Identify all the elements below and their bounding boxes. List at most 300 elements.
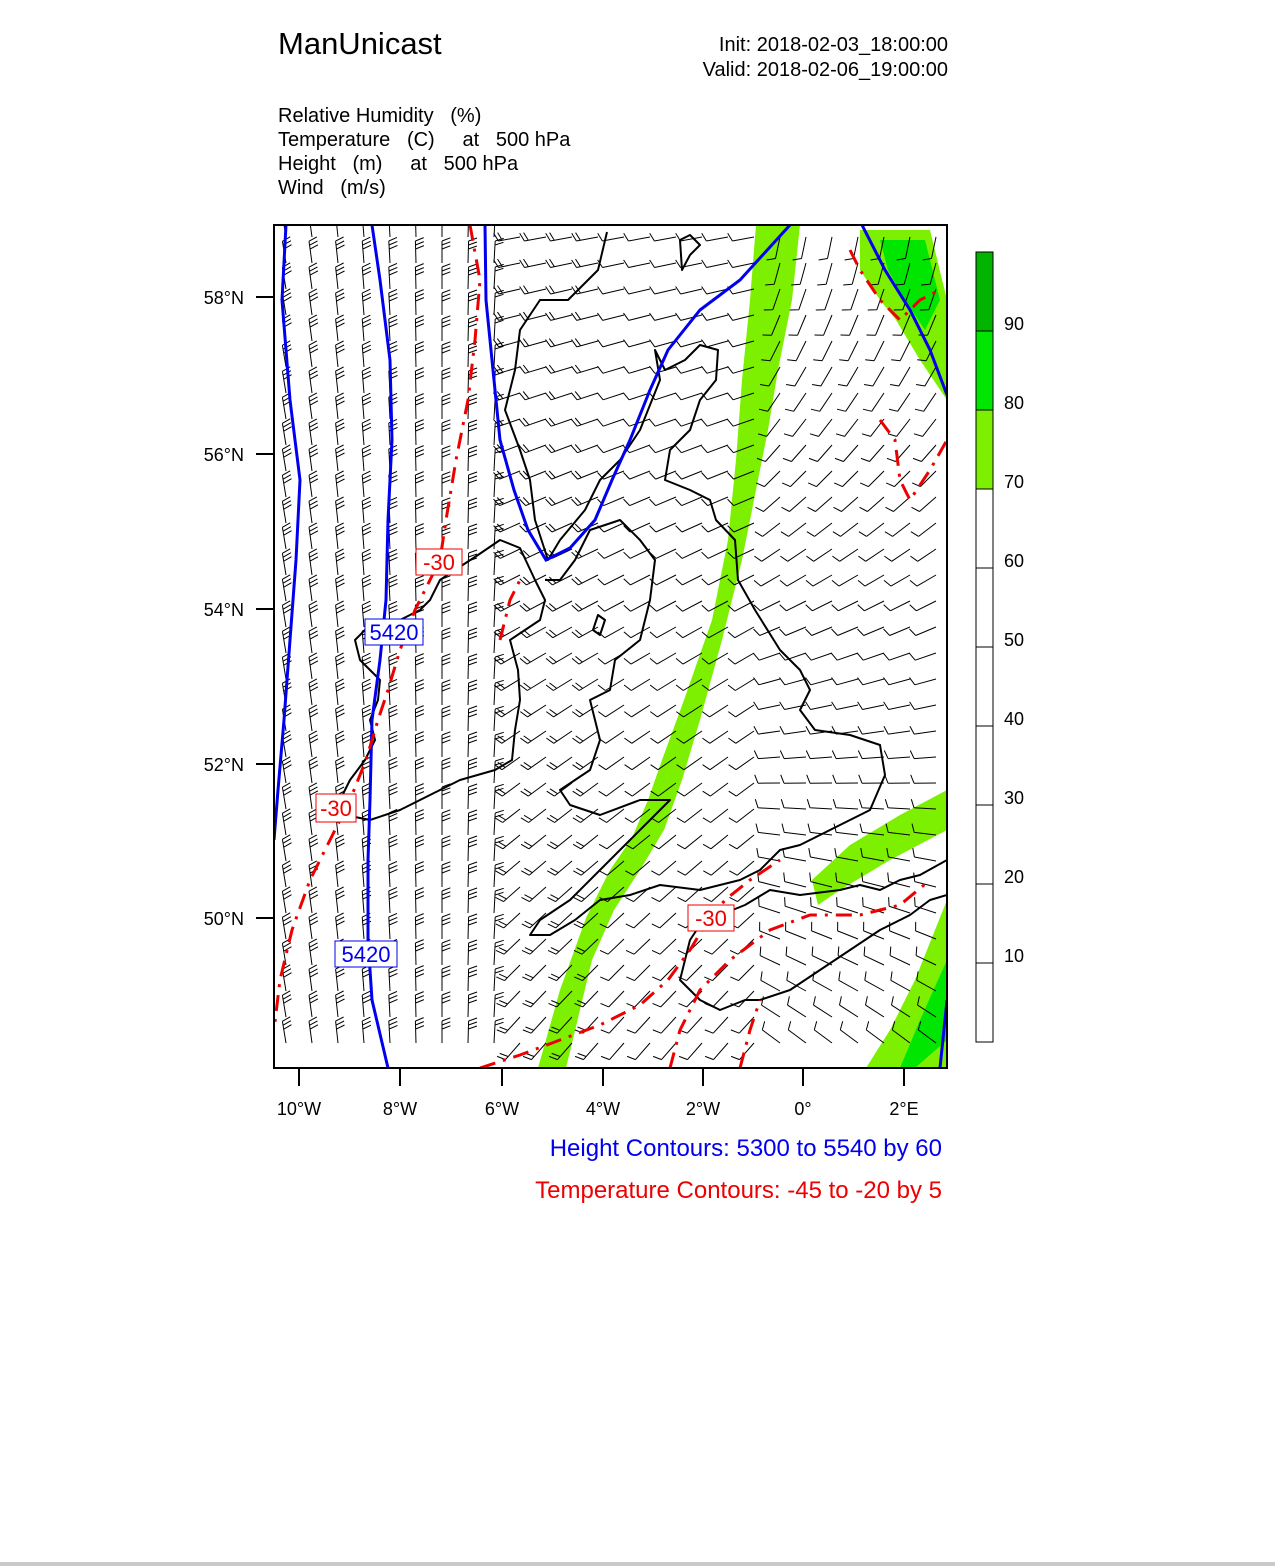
wind-barb	[598, 313, 625, 320]
wind-barb	[814, 1021, 832, 1043]
wind-barb	[786, 947, 806, 965]
wind-barb	[780, 601, 806, 611]
wind-barb	[572, 445, 599, 453]
wind-barb	[625, 757, 650, 770]
wind-barb	[858, 678, 885, 685]
wind-barb	[702, 731, 728, 743]
wind-barb	[282, 549, 291, 575]
wind-barb	[415, 654, 424, 679]
colorbar-seg-40-50	[976, 647, 993, 726]
wind-barb	[571, 418, 598, 426]
wind-barb	[336, 237, 345, 263]
wind-barb	[911, 775, 936, 783]
wind-barb	[806, 549, 832, 561]
wind-barb	[389, 263, 398, 289]
colorbar-seg-50-60	[976, 568, 993, 647]
wind-barb	[415, 680, 424, 705]
wind-barb	[389, 549, 398, 575]
wind-barb	[650, 627, 676, 638]
wind-barb	[520, 286, 546, 294]
wind-barb	[840, 1021, 858, 1043]
wind-barb	[883, 653, 910, 660]
colorbar-label-20: 20	[1004, 867, 1025, 887]
lat-label-54: 54°N	[203, 600, 244, 620]
wind-barb	[547, 757, 572, 770]
wind-barb	[519, 418, 546, 426]
wind-barb	[468, 394, 477, 419]
rh-shading	[538, 225, 947, 1068]
wind-barb	[519, 392, 546, 400]
wind-barb	[809, 848, 832, 861]
wind-barb	[780, 575, 806, 586]
lon-label-2e: 2°E	[889, 1099, 919, 1119]
wind-barb	[336, 653, 345, 679]
wind-barb	[813, 341, 832, 361]
wind-barb	[858, 601, 884, 611]
wind-barb	[415, 862, 424, 887]
wind-barb	[760, 947, 780, 965]
wind-barb	[523, 991, 547, 1007]
wind-barb	[832, 601, 858, 611]
wind-barb	[442, 732, 450, 757]
wind-barb	[834, 497, 859, 512]
wind-barb	[886, 471, 910, 487]
wind-barb	[362, 991, 371, 1017]
wind-barb	[468, 680, 477, 705]
wind-barb	[884, 575, 910, 586]
wind-barb	[861, 445, 884, 462]
wind-barb	[546, 653, 572, 664]
wind-barb	[702, 445, 729, 453]
wind-barb	[442, 576, 450, 601]
field-wind: Wind (m/s)	[278, 177, 386, 199]
wind-barb	[573, 835, 598, 849]
wind-barb	[415, 1018, 424, 1043]
wind-barb	[389, 705, 398, 731]
wind-barb	[573, 783, 598, 796]
wind-barb	[521, 783, 546, 796]
wind-barb	[889, 393, 910, 411]
wind-barb	[309, 731, 318, 757]
wind-barb	[834, 471, 858, 487]
wind-barb	[780, 627, 807, 636]
wind-barb	[520, 365, 547, 373]
wind-barb	[545, 418, 572, 426]
wind-barb	[282, 419, 291, 445]
wind-barb	[863, 393, 884, 411]
wind-barb	[389, 1017, 398, 1043]
wind-barb	[624, 705, 650, 717]
wind-barb	[598, 575, 624, 585]
wind-barb	[336, 705, 345, 731]
colorbar-seg-20-30	[976, 805, 993, 884]
wind-barb	[520, 471, 547, 479]
wind-barb	[910, 601, 936, 611]
wind-barb	[755, 523, 780, 536]
wind-barb	[442, 836, 450, 861]
wind-barb	[282, 471, 291, 497]
wind-barb	[494, 312, 521, 320]
wind-barb	[860, 497, 885, 512]
wind-barb	[624, 366, 651, 373]
wind-barb	[546, 601, 572, 611]
wind-barb	[336, 887, 345, 913]
wind-barb	[520, 233, 546, 241]
wind-barb	[336, 549, 345, 575]
wind-barb	[494, 601, 520, 611]
wind-barb	[309, 419, 318, 445]
wind-barb	[468, 914, 477, 939]
wind-barb	[520, 705, 546, 717]
wind-barb	[819, 237, 832, 260]
wind-barb	[415, 706, 424, 731]
wind-barb	[626, 965, 650, 981]
wind-barb	[572, 575, 598, 585]
wind-barb	[309, 393, 318, 419]
wind-barb	[389, 575, 398, 601]
wind-barb	[442, 316, 450, 341]
wind-barb	[842, 289, 858, 310]
wind-barb	[832, 702, 858, 710]
colorbar-seg-80-90	[976, 331, 993, 410]
wind-barb	[572, 312, 599, 320]
wind-barb	[885, 799, 910, 809]
wind-barb	[494, 731, 520, 743]
wind-barb	[702, 549, 728, 558]
wind-barb	[442, 238, 450, 263]
wind-barb	[705, 1017, 728, 1033]
wind-barb	[282, 575, 291, 601]
wind-barb	[415, 498, 424, 523]
colorbar-seg-70-80	[976, 410, 993, 489]
valid-time: Valid: 2018-02-06_19:00:00	[702, 59, 948, 81]
lon-label-4w: 4°W	[585, 1099, 621, 1119]
wind-barb	[728, 260, 754, 268]
wind-barb	[309, 679, 318, 705]
wind-barb	[415, 342, 424, 367]
wind-barb	[806, 575, 832, 586]
wind-barb	[282, 991, 291, 1017]
wind-barb	[859, 523, 884, 536]
wind-barb	[442, 420, 450, 445]
wind-barb	[521, 835, 546, 849]
wind-barb	[468, 966, 477, 991]
wind-barb	[415, 784, 424, 809]
coastline-isle-of-man	[593, 615, 605, 635]
wind-barb	[598, 233, 624, 241]
wind-barb	[756, 497, 781, 512]
wind-barb	[336, 965, 345, 991]
wind-barb	[494, 784, 504, 809]
wind-barb	[389, 679, 398, 705]
wind-barb	[521, 809, 546, 823]
wind-barb	[336, 471, 345, 497]
wind-barb	[786, 922, 806, 939]
colorbar-label-80: 80	[1004, 393, 1025, 413]
wind-barb	[866, 996, 885, 1017]
wind-barb	[468, 862, 477, 887]
wind-barb	[362, 237, 371, 263]
wind-barb	[442, 628, 450, 653]
wind-barb	[362, 341, 371, 367]
wind-barb	[442, 966, 450, 991]
wind-barb	[468, 940, 477, 965]
wind-barb	[389, 783, 398, 809]
wind-barb	[362, 679, 371, 705]
wind-barb	[857, 653, 884, 660]
wind-barb	[362, 523, 371, 549]
wind-barb	[624, 233, 650, 241]
wind-barb	[494, 705, 520, 717]
wind-barb	[785, 897, 806, 913]
wind-barb	[282, 861, 291, 887]
wind-barb	[911, 523, 936, 536]
wind-barb	[624, 679, 650, 691]
lon-label-6w: 6°W	[484, 1099, 520, 1119]
wind-barb	[415, 758, 424, 783]
wind-barb	[494, 732, 504, 757]
wind-barb	[624, 627, 650, 638]
wind-barb	[786, 367, 806, 386]
colorbar-seg-0-10	[976, 963, 993, 1042]
wind-barb	[415, 914, 424, 939]
colorbar-label-60: 60	[1004, 551, 1025, 571]
wind-barb	[572, 339, 599, 347]
wind-barb	[336, 679, 345, 705]
wind-barb	[415, 992, 424, 1017]
wind-barb	[885, 523, 910, 536]
wind-barb	[442, 368, 450, 393]
wind-barb	[572, 601, 598, 611]
wind-barb	[442, 680, 450, 705]
wind-barb	[835, 445, 858, 462]
wind-barb	[442, 862, 450, 887]
wind-barb	[468, 1018, 477, 1043]
wind-barb	[864, 367, 884, 386]
wind-barb	[806, 751, 832, 759]
wind-barb	[624, 497, 651, 506]
wind-barb	[677, 861, 702, 875]
wind-barb	[336, 991, 345, 1017]
wind-barb	[728, 705, 754, 717]
wind-barb	[910, 549, 936, 561]
wind-barb	[676, 497, 703, 506]
wind-barb	[309, 289, 318, 315]
wind-barb	[858, 726, 884, 734]
wind-barb	[650, 705, 676, 717]
wind-barb	[755, 799, 780, 809]
colorbar-label-90: 90	[1004, 314, 1025, 334]
wind-barb	[442, 342, 450, 367]
wind-barb	[389, 965, 398, 991]
wind-barb	[702, 366, 729, 373]
wind-barb	[624, 653, 650, 664]
wind-barb	[572, 497, 599, 506]
wind-barb	[676, 523, 702, 532]
wind-barb	[815, 315, 833, 335]
wind-barb	[546, 339, 573, 347]
wind-barb	[806, 601, 832, 611]
wind-barb	[309, 523, 318, 549]
wind-barb	[522, 939, 546, 954]
wind-barb	[546, 731, 572, 743]
wind-barb	[676, 575, 702, 585]
wind-barb	[389, 913, 398, 939]
wind-barb	[546, 445, 573, 453]
wind-barb	[336, 601, 345, 627]
colorbar-label-10: 10	[1004, 946, 1025, 966]
wind-barb	[884, 751, 910, 759]
wind-barb	[309, 315, 318, 341]
lon-label-10w: 10°W	[276, 1099, 322, 1119]
wind-barb	[653, 1017, 676, 1033]
temperature-contour-7	[740, 1000, 760, 1068]
wind-barb	[282, 523, 291, 549]
wind-barb	[336, 575, 345, 601]
lon-label-8w: 8°W	[382, 1099, 418, 1119]
wind-barb	[520, 679, 546, 691]
wind-barb	[833, 775, 858, 783]
wind-barb	[362, 263, 371, 289]
wind-barb	[362, 497, 371, 523]
wind-barb	[389, 861, 398, 887]
wind-barb	[442, 654, 450, 679]
wind-barb	[468, 654, 477, 679]
wind-barb	[494, 264, 504, 289]
wind-barb	[309, 653, 318, 679]
wind-barb	[813, 971, 832, 991]
lat-axis	[204, 288, 274, 929]
wind-barb	[702, 260, 728, 268]
wind-barb	[575, 1043, 598, 1060]
wind-barb	[625, 783, 650, 796]
wind-barb	[520, 259, 546, 267]
wind-barb	[309, 549, 318, 575]
wind-barb	[782, 824, 806, 835]
wind-barb	[652, 939, 676, 954]
wind-barb	[888, 419, 910, 436]
wind-barb	[729, 757, 754, 770]
wind-barb	[624, 471, 651, 479]
wind-barb	[783, 445, 806, 462]
wind-barb	[546, 471, 573, 479]
wind-barb	[676, 627, 702, 638]
wind-barb	[653, 991, 677, 1007]
wind-barb	[884, 726, 910, 734]
lat-label-50: 50°N	[203, 909, 244, 929]
wind-barb	[780, 751, 806, 759]
wind-barb	[864, 947, 884, 965]
wind-barb	[624, 287, 650, 295]
wind-barb	[572, 731, 598, 743]
wind-barb	[728, 679, 754, 691]
wind-barb	[845, 237, 858, 260]
wind-barb	[754, 678, 781, 685]
wind-barb	[650, 471, 677, 479]
wind-barb	[572, 233, 598, 241]
wind-barb	[832, 575, 858, 586]
wind-barb	[650, 653, 676, 664]
wind-barb	[362, 289, 371, 315]
wind-barb	[839, 341, 858, 361]
wind-barb	[910, 627, 937, 636]
wind-barb	[309, 1017, 318, 1043]
wind-barb	[494, 238, 504, 263]
wind-barb	[652, 913, 676, 928]
wind-barb	[817, 263, 832, 285]
wind-barb	[362, 315, 371, 341]
wind-barb	[468, 420, 477, 445]
wind-barb	[468, 836, 477, 861]
wind-barb	[784, 873, 806, 887]
wind-barb	[598, 705, 624, 717]
wind-barb	[468, 732, 477, 757]
wind-barb	[913, 848, 936, 861]
wind-barb	[914, 419, 936, 436]
colorbar-label-40: 40	[1004, 709, 1025, 729]
height-label-2: 5420	[341, 942, 391, 967]
wind-barb	[282, 809, 291, 835]
wind-barb	[362, 549, 371, 575]
wind-barb	[309, 237, 318, 263]
wind-barb	[677, 835, 702, 849]
wind-barb	[494, 576, 504, 601]
wind-barb	[788, 996, 807, 1017]
wind-barb	[415, 446, 424, 471]
wind-barb	[865, 971, 884, 991]
wind-barb	[336, 419, 345, 445]
wind-barb	[520, 523, 546, 532]
wind-barb	[599, 783, 624, 796]
wind-barb	[362, 393, 371, 419]
wind-barb	[336, 315, 345, 341]
wind-barb	[650, 601, 676, 611]
wind-barb	[468, 290, 477, 315]
wind-barb	[520, 731, 546, 743]
wind-barb	[890, 367, 910, 386]
wind-barb	[910, 702, 936, 710]
wind-barb	[702, 471, 729, 479]
wind-barb	[572, 259, 598, 267]
wind-barb	[627, 1017, 650, 1033]
wind-barb	[468, 524, 477, 549]
wind-barb	[336, 367, 345, 393]
wind-barb	[650, 313, 677, 320]
field-rh: Relative Humidity (%)	[278, 105, 482, 127]
colorbar-seg-30-40	[976, 726, 993, 805]
wind-barb	[494, 524, 504, 549]
wind-barb	[546, 497, 573, 506]
wind-barb	[389, 887, 398, 913]
wind-barb	[703, 835, 728, 849]
wind-barb	[816, 289, 832, 310]
wind-barb	[812, 367, 832, 386]
wind-barb	[442, 758, 450, 783]
wind-barb	[886, 497, 911, 512]
wind-barb	[362, 419, 371, 445]
wind-barb	[754, 575, 780, 586]
lat-label-52: 52°N	[203, 755, 244, 775]
wind-barb	[468, 446, 477, 471]
wind-barb	[676, 471, 703, 479]
wind-barb	[838, 922, 858, 939]
wind-barb	[860, 471, 884, 487]
wind-barb	[309, 913, 318, 939]
wind-barb	[309, 965, 318, 991]
wind-barb	[415, 576, 424, 601]
wind-barb	[574, 887, 599, 902]
wind-barb	[891, 341, 910, 361]
